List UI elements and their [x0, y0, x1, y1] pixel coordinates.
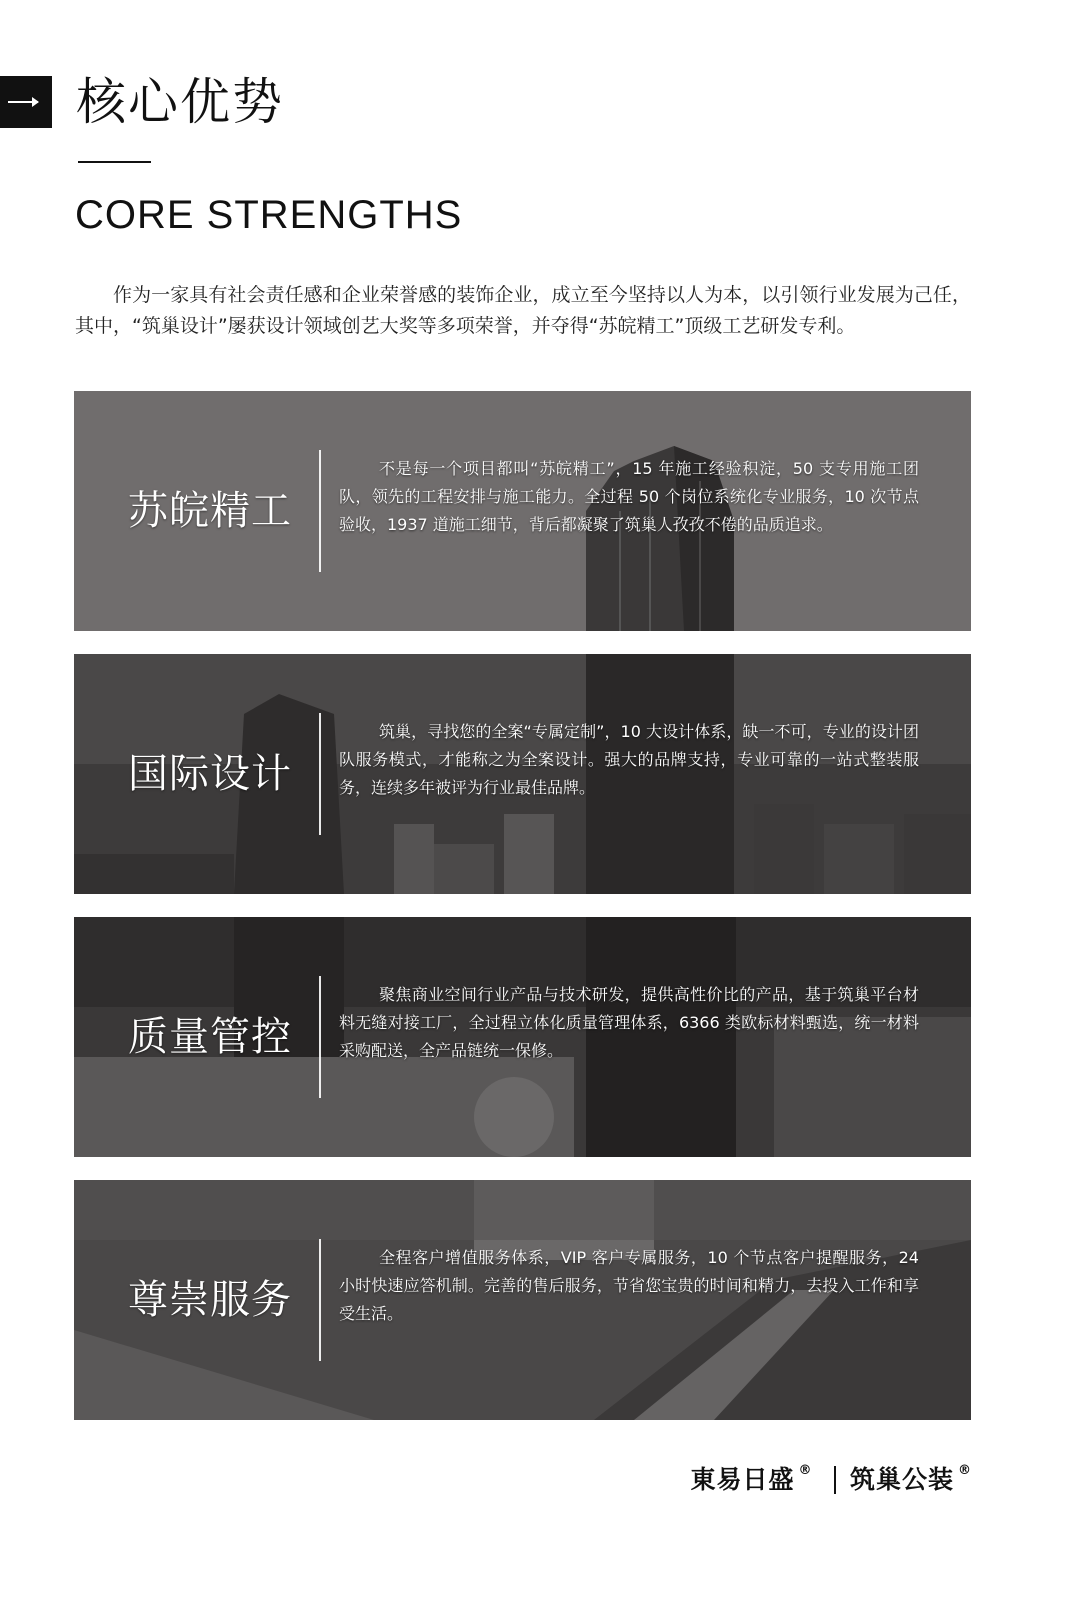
- panel-title: 尊崇服务: [128, 1277, 292, 1323]
- panel-divider: [319, 713, 321, 835]
- panel-description: 聚焦商业空间行业产品与技术研发，提供高性价比的产品，基于筑巢平台材料无缝对接工厂，全过程立体化质量管理体系，6366 类欧标材料甄选，统一材料采购配送，全产品链统一保修。: [339, 985, 919, 1060]
- intro-paragraph: 作为一家具有社会责任感和企业荣誉感的装饰企业，成立至今坚持以人为本，以引领行业发展为己任，其中，“筑巢设计”屡获设计领域创艺大奖等多项荣誉，并夺得“苏皖精工”顶级工艺研发专利。: [75, 284, 971, 337]
- strength-panel-2: [74, 654, 971, 894]
- corner-arrow-block: [0, 76, 52, 128]
- page-subtitle: CORE STRENGTHS: [75, 193, 463, 237]
- title-divider: [78, 161, 151, 163]
- strength-panel-3: [74, 917, 971, 1157]
- panel-title: 国际设计: [128, 751, 292, 797]
- panel-divider: [319, 1239, 321, 1361]
- panel-title: 质量管控: [128, 1014, 292, 1060]
- registered-mark: ®: [958, 1463, 972, 1478]
- panel-description: 筑巢，寻找您的全案“专属定制”，10 大设计体系，缺一不可，专业的设计团队服务模式，才能称之为全案设计。强大的品牌支持，专业可靠的一站式整装服务，连续多年被评为行业最佳品牌。: [339, 722, 919, 797]
- brand-logo-dongyi: 東易日盛: [690, 1465, 795, 1494]
- registered-mark: ®: [798, 1463, 813, 1478]
- panel-description: 不是每一个项目都叫“苏皖精工”，15 年施工经验积淀，50 支专用施工团队，领先的工程安排与施工能力。全过程 50 个岗位系统化专业服务，10 次节点验收，1937 道施工细节，背后都凝聚了筑巢人孜孜不倦的品质追求。: [339, 459, 919, 534]
- page-title: 核心优势: [76, 73, 284, 131]
- arrow-right-icon: [8, 101, 38, 103]
- strength-panel-1: [74, 391, 971, 631]
- panel-divider: [319, 976, 321, 1098]
- footer-separator: [834, 1466, 836, 1494]
- brand-logo-zhuchao: 筑巢公装: [849, 1465, 954, 1494]
- panel-description: 全程客户增值服务体系，VIP 客户专属服务，10 个节点客户提醒服务，24 小时快速应答机制。完善的售后服务，节省您宝贵的时间和精力，去投入工作和享受生活。: [339, 1248, 919, 1323]
- panel-divider: [319, 450, 321, 572]
- strength-panel-4: [74, 1180, 971, 1420]
- panel-title: 苏皖精工: [128, 488, 292, 534]
- footer-brand-bar: [690, 1462, 972, 1498]
